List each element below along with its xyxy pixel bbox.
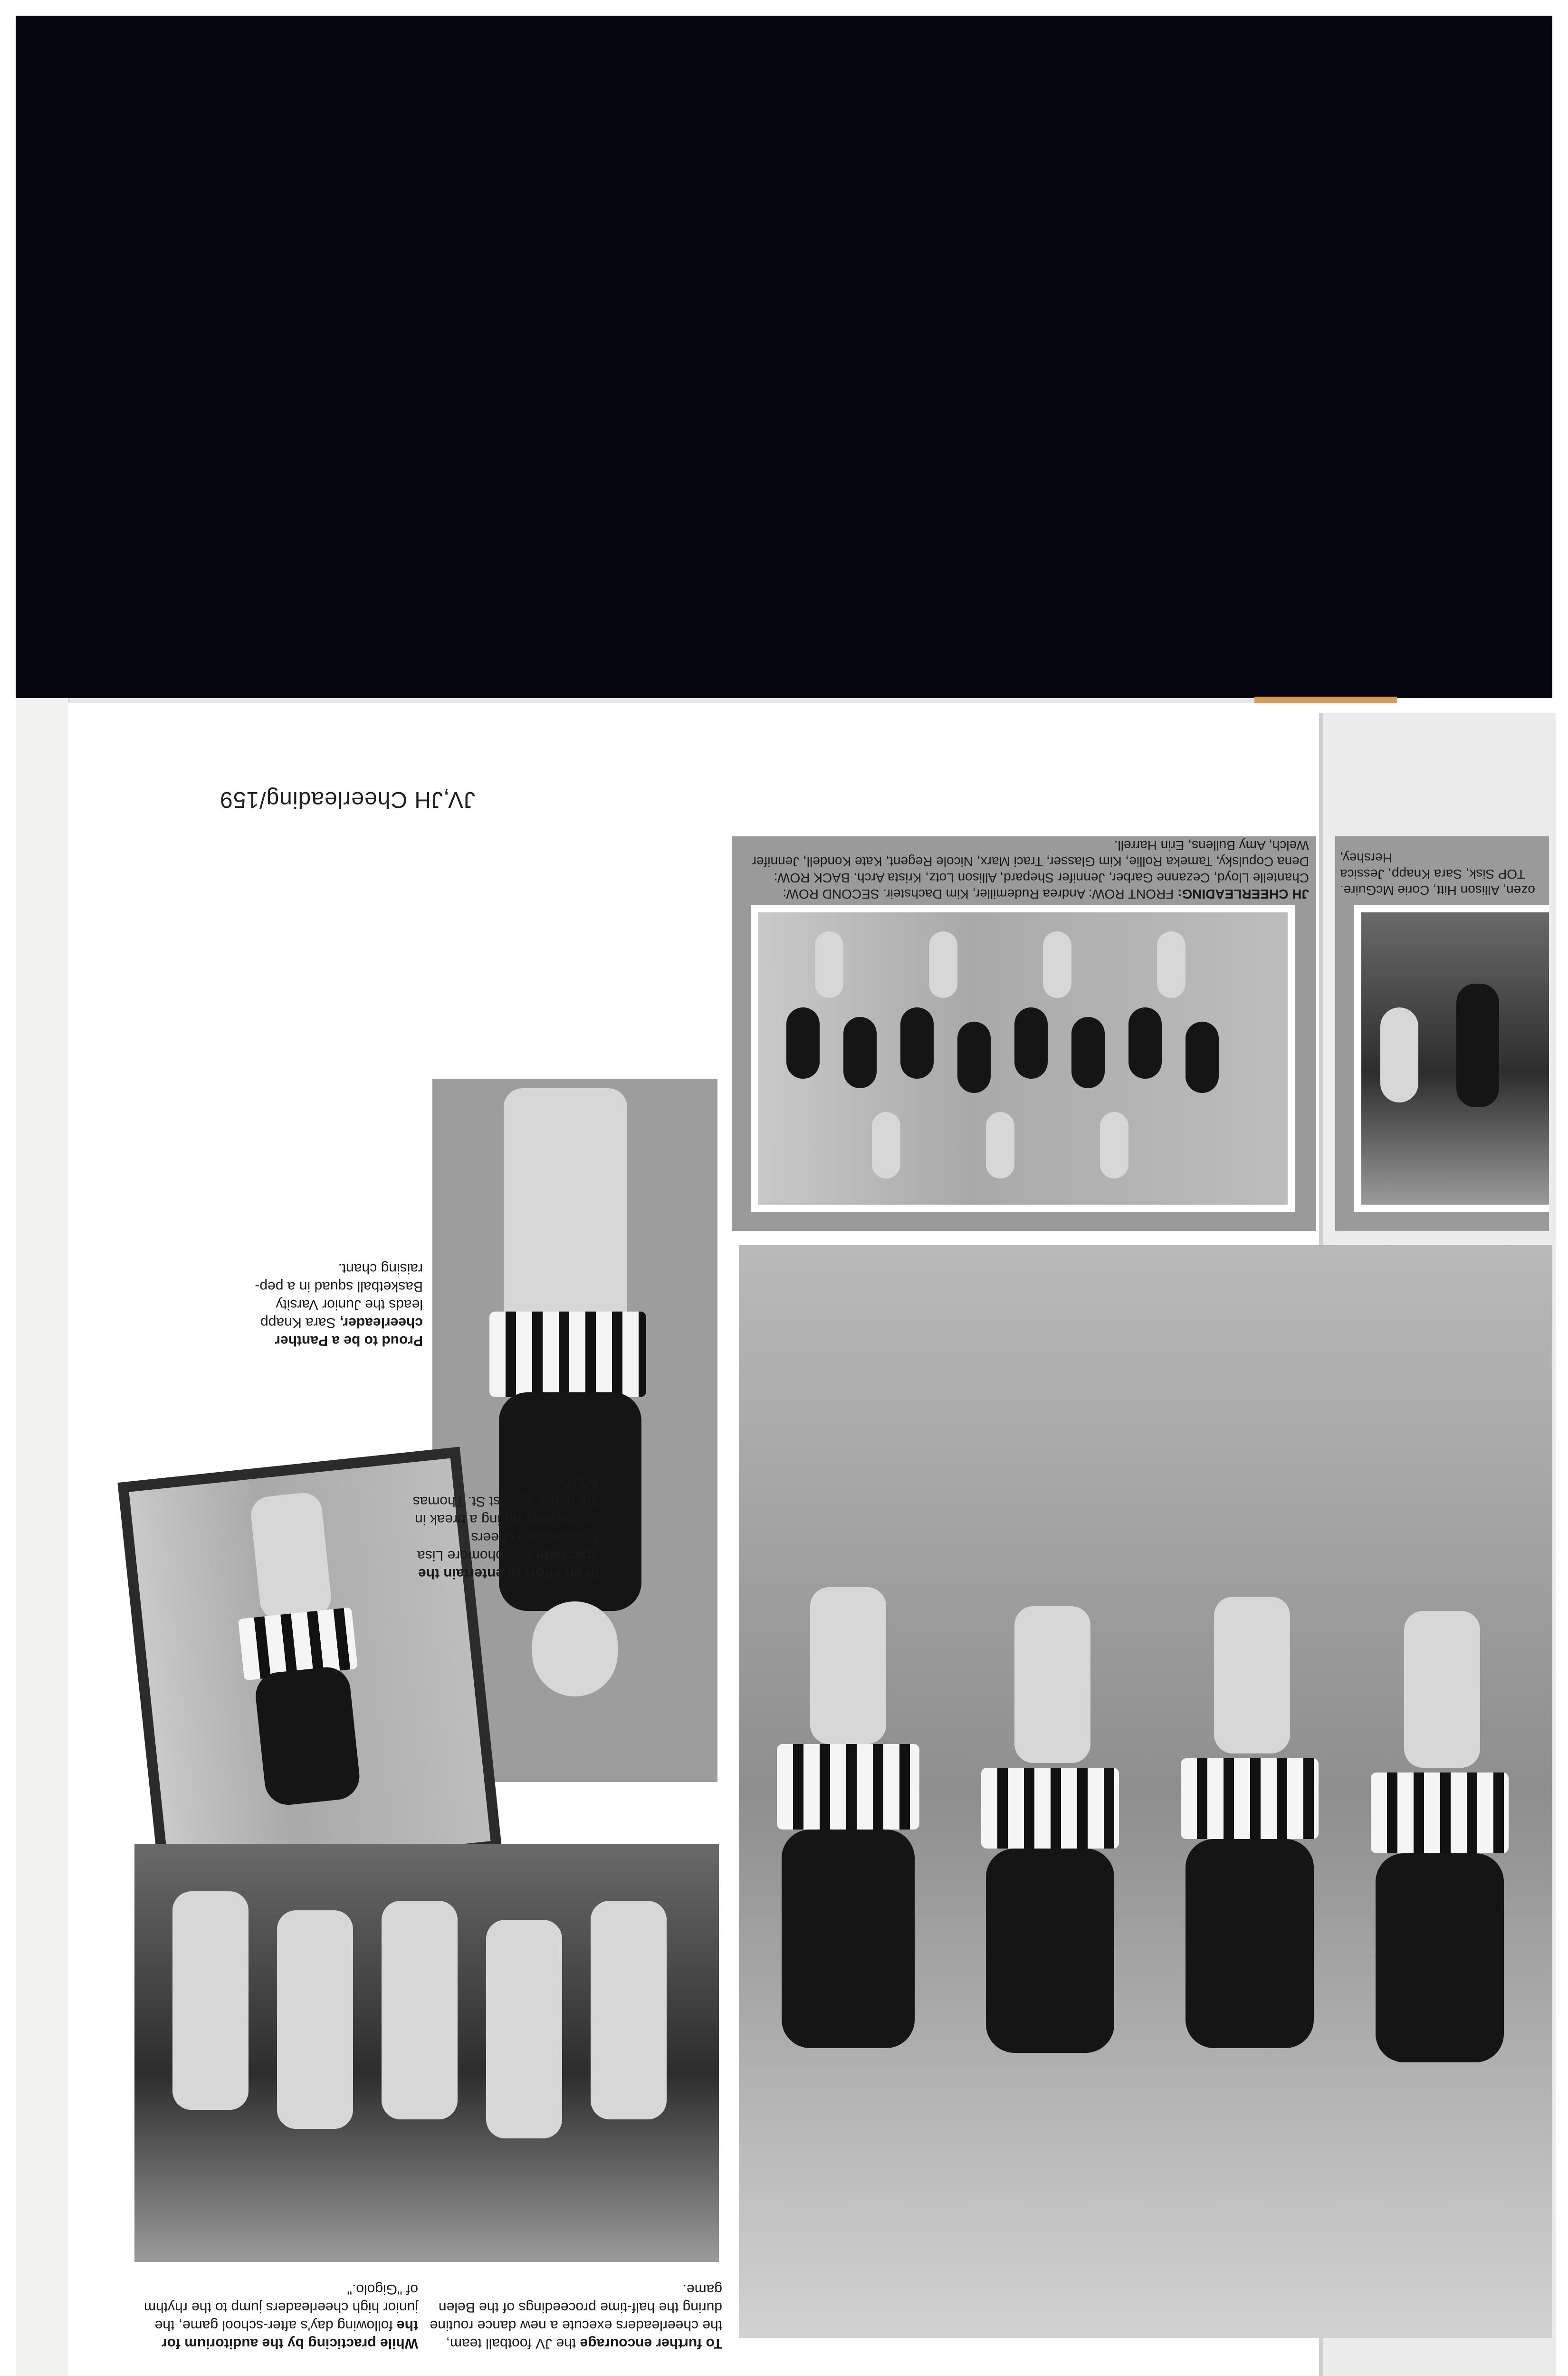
cheerleader-skirt xyxy=(489,1312,646,1397)
cheerleader-figure xyxy=(1043,931,1071,998)
caption-spectators xyxy=(409,1473,599,1582)
caption-proud-lead: Proud to be a Panther cheerleader, xyxy=(275,1315,423,1349)
cheerleader-figure xyxy=(1071,1017,1105,1088)
page-folio: JV,JH Cheerleading/159 xyxy=(220,787,475,812)
cheerleader-uniform xyxy=(782,1830,915,2048)
cheerleader-legs xyxy=(249,1491,333,1621)
cheerleader-uniform xyxy=(986,1849,1114,2053)
cheerleader-skirt xyxy=(981,1768,1119,1849)
cheerleader-figure xyxy=(900,1007,934,1079)
cheerleader-legs xyxy=(1214,1597,1290,1753)
caption-proud-text: Sara Knapp leads the Junior Varsity Basketball squad in a pep-raising chant. xyxy=(255,1261,423,1331)
caption-spectators-lead: In an effort to entertain the spectators, xyxy=(418,1548,599,1581)
cheerleader-figure xyxy=(1014,1007,1048,1079)
group-caption-text: FRONT ROW: Andrea Rudemiller, Kim Dachsteir. SECOND ROW: Chantelle Lloyd, Cezanne Garber, Jennifer Shepard, Allison Lotz, Krista Arch. BACK ROW: Dena Copulsky, Tameka Rollie, Kim Glasser, Traci Marx, Nicole Regent, Kate Kondell, Jennifer Welch, Amy Bullens, Erin Harrell. xyxy=(752,838,1309,901)
cheerleader-skirt xyxy=(238,1607,358,1680)
cheerleader-figure xyxy=(872,1112,900,1178)
cheerleader-figure xyxy=(1186,1022,1219,1093)
caption-encourage xyxy=(428,2281,722,2352)
cheerleader-uniform xyxy=(1186,1839,1314,2048)
jv-photo xyxy=(1361,912,1549,1205)
cheerleader-figure xyxy=(929,931,957,998)
cheerleader-figure xyxy=(986,1112,1014,1178)
cheerleader-figure xyxy=(1380,1007,1418,1102)
cheerleader-skirt xyxy=(777,1744,919,1830)
cheerleader-head xyxy=(532,1601,618,1696)
cheerleader-legs xyxy=(1014,1606,1090,1763)
cheerleader-skirt xyxy=(1371,1772,1509,1853)
cheerleader-figure xyxy=(1100,1112,1128,1178)
cheerleader-figure xyxy=(486,1920,562,2138)
cheerleader-uniform xyxy=(253,1665,362,1807)
cheerleader-figure xyxy=(843,1017,877,1088)
cheerleader-legs xyxy=(504,1088,627,1326)
caption-spectators-text: sophomore Lisa Cunningham cheers exuberantly during a break in the game against St. Thomas Aquinas. xyxy=(412,1475,599,1563)
group-caption-lead: JH CHEERLEADING: xyxy=(1177,887,1309,901)
caption-practicing xyxy=(138,2281,418,2352)
caption-practicing-text: following day's after-school game, the junior high cheerleaders jump to the rhythm of "Gigolo." xyxy=(144,2281,418,2333)
cheerleader-figure xyxy=(591,1901,667,2119)
cheerleader-figure xyxy=(382,1901,458,2119)
cheerleader-figure xyxy=(1128,1007,1162,1079)
caption-practicing-lead: While practicing by the auditorium for the xyxy=(161,2318,418,2351)
jv-photo-caption: ozen, Allison Hitt, Corie McGuire. TOP Sisk, Sara Knapp, Jessica Hershey, xyxy=(1340,851,1535,898)
group-photo xyxy=(758,912,1288,1205)
cheerleader-uniform xyxy=(1376,1853,1504,2062)
cheerleader-figure xyxy=(1456,984,1499,1107)
group-photo-caption xyxy=(739,840,1309,902)
cheerleader-legs xyxy=(810,1587,886,1744)
cheerleader-figure xyxy=(815,931,843,998)
cheerleader-legs xyxy=(1404,1611,1480,1768)
scanner-background xyxy=(16,16,1552,698)
caption-encourage-lead: To further encourage xyxy=(580,2336,722,2351)
caption-encourage-text: the JV football team, the cheerleaders execute a new dance routine during the half-time proceedings of the Belen game. xyxy=(430,2281,722,2351)
cheerleader-figure xyxy=(786,1007,820,1079)
practice-photo xyxy=(134,1844,719,2262)
cheerleader-figure xyxy=(957,1022,991,1093)
caption-proud xyxy=(223,1261,423,1350)
cheerleader-figure xyxy=(277,1910,353,2129)
book-spine-strip xyxy=(16,698,70,2376)
cheerleader-skirt xyxy=(1181,1758,1319,1839)
main-cheer-photo xyxy=(739,1245,1552,2338)
cheerleader-figure xyxy=(1157,931,1186,998)
cheerleader-figure xyxy=(172,1891,249,2110)
